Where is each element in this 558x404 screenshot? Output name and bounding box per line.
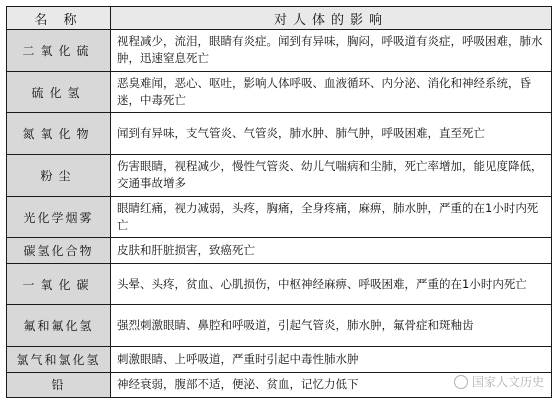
pollutant-name: 光化学烟雾 — [7, 196, 111, 238]
pollutant-name: 硫化氢 — [7, 71, 111, 113]
pollutant-name: 氟和氟化氢 — [7, 305, 111, 347]
pollutant-name: 氯气和氯化氢 — [7, 347, 111, 372]
pollutant-effect: 神经衰弱，腹部不适，便泌、贫血，记忆力低下 — [111, 372, 552, 397]
pollutant-effect: 眼睛红痛，视力减弱，头疼，胸痛，全身疼痛，麻痹，肺水肿，严重的在1小时内死亡 — [111, 196, 552, 238]
table-row — [7, 263, 552, 305]
table-row — [7, 238, 552, 263]
table-header-row — [7, 7, 552, 30]
pollutant-name: 碳氢化合物 — [7, 238, 111, 263]
pollutant-effects-table-container — [6, 6, 552, 398]
pollutant-effect: 头晕、头疼，贫血、心肌损伤，中枢神经麻痹、呼吸困难，严重的在1小时内死亡 — [111, 263, 552, 305]
pollutant-effect: 刺激眼睛、上呼吸道，严重时引起中毒性肺水肿 — [111, 347, 552, 372]
pollutant-name: 氮氧化物 — [7, 113, 111, 155]
table-row — [7, 30, 552, 72]
table-row — [7, 305, 552, 347]
table-row — [7, 71, 552, 113]
table-row — [7, 196, 552, 238]
table-row — [7, 155, 552, 197]
table-row — [7, 113, 552, 155]
header-effect: 对人体的影响 — [111, 7, 552, 30]
pollutant-name: 铅 — [7, 372, 111, 397]
pollutant-effect: 强烈刺激眼睛、鼻腔和呼吸道，引起气管炎，肺水肿，氟骨症和斑釉齿 — [111, 305, 552, 347]
pollutant-effect: 皮肤和肝脏损害，致癌死亡 — [111, 238, 552, 263]
pollutant-name: 二氧化硫 — [7, 30, 111, 72]
table-row — [7, 347, 552, 372]
watermark-text: 国家人文历史 — [471, 375, 544, 389]
pollutant-effect: 闻到有异味，支气管炎、气管炎，肺水肿、肺气肿，呼吸困难，直至死亡 — [111, 113, 552, 155]
pollutant-effect: 恶臭难闻，恶心、呕吐，影响人体呼吸、血液循环、内分泌、消化和神经系统，昏迷，中毒死亡 — [111, 71, 552, 113]
pollutant-effects-table — [6, 6, 552, 398]
pollutant-name: 一氧化碳 — [7, 263, 111, 305]
pollutant-name: 粉尘 — [7, 155, 111, 197]
table-row — [7, 372, 552, 397]
pollutant-effect: 伤害眼睛，视程减少，慢性气管炎、幼儿气喘病和尘肺，死亡率增加，能见度降低，交通事故增多 — [111, 155, 552, 197]
header-name: 名 称 — [7, 7, 111, 30]
pollutant-effect: 视程减少，流泪，眼睛有炎症。闻到有异味，胸闷，呼吸道有炎症，呼吸困难，肺水肿，迅速窒息死亡 — [111, 30, 552, 72]
